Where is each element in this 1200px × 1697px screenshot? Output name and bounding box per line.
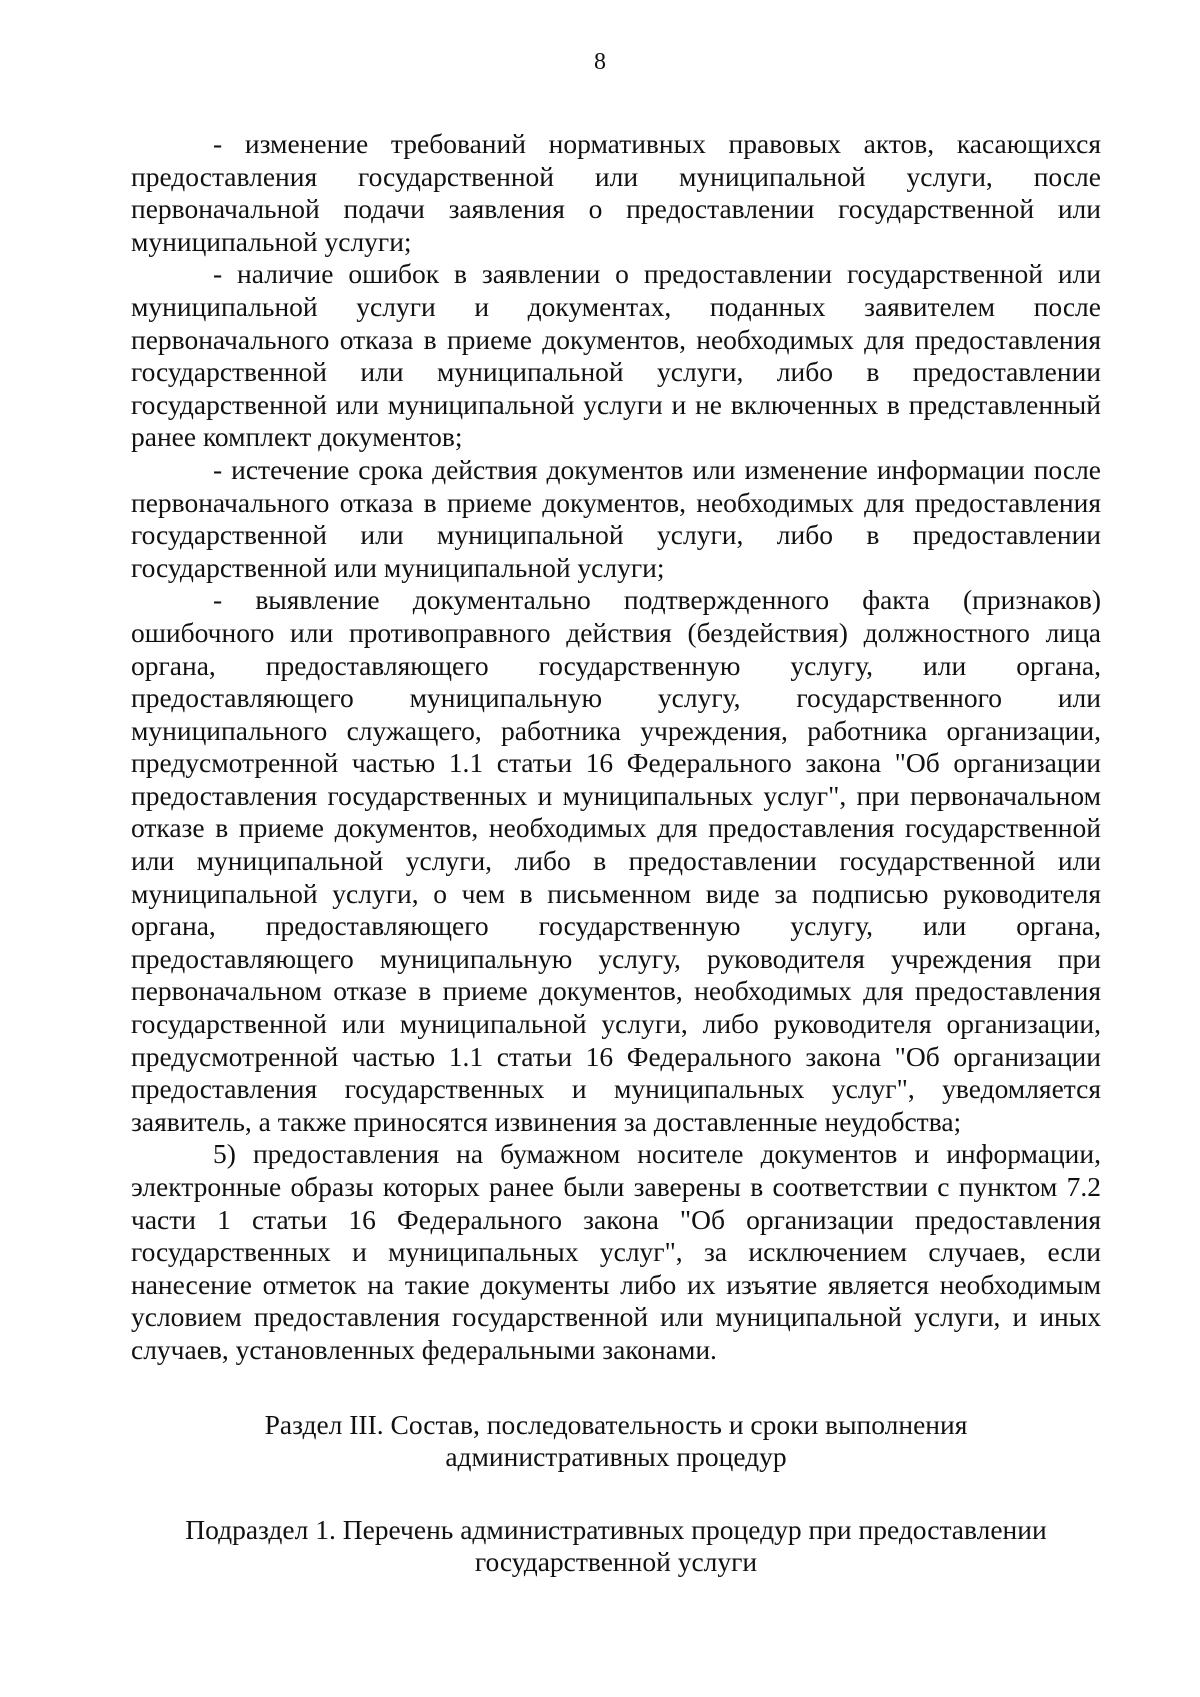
subsection-heading (131, 1514, 1101, 1579)
section-heading-line-2: административных процедур (445, 1441, 787, 1473)
subsection-heading-line-1: Подраздел 1. Перечень административных процедур при предоставлении (185, 1513, 1047, 1545)
paragraph-application-errors: - наличие ошибок в заявлении о предоставлении государственной или муниципальной услуги и документах, поданных заявителем после первоначального отказа в приеме документов, необходимых для предоставления государственной или муниципальной услуги, либо в предоставлении государственной или муниципальной услуги и не включенных в представленный ранее комплект документов; (131, 258, 1101, 453)
paragraph-requirements-change: - изменение требований нормативных правовых актов, касающихся предоставления государственной или муниципальной услуги, после первоначальной подачи заявления о предоставлении государственной или муниципальной услуги; (131, 128, 1101, 257)
subsection-heading-line-2: государственной услуги (474, 1546, 758, 1578)
paragraph-official-error: - выявление документально подтвержденного факта (признаков) ошибочного или противоправного действия (бездействия) должностного лица органа, предоставляющего государственную услугу, или органа, предоставляющего муниципальную услугу, государственного или муниципального служащего, работника учреждения, работника организации, предусмотренной частью 1.1 статьи 16 Федерального закона "Об организации предоставления государственных и муниципальных услуг", при первоначальном отказе в приеме документов, необходимых для предоставления государственной или муниципальной услуги, либо в предоставлении государственной или муниципальной услуги, о чем в письменном виде за подписью руководителя органа, предоставляющего государственную услугу, или органа, предоставляющего муниципальную услугу, руководителя учреждения при первоначальном отказе в приеме документов, необходимых для предоставления государственной или муниципальной услуги, либо руководителя организации, предусмотренной частью 1.1 статьи 16 Федерального закона "Об организации предоставления государственных и муниципальных услуг", уведомляется заявитель, а также приносятся извинения за доставленные неудобства; (131, 584, 1101, 1137)
document-body (131, 128, 1101, 1579)
section-heading (131, 1409, 1101, 1474)
paragraph-paper-documents: 5) предоставления на бумажном носителе документов и информации, электронные образы которых ранее были заверены в соответствии с пунктом 7.2 части 1 статьи 16 Федерального закона "Об организации предоставления государственных и муниципальных услуг", за исключением случаев, если нанесение отметок на такие документы либо их изъятие является необходимым условием предоставления государственной или муниципальной услуги, и иных случаев, установленных федеральными законами. (131, 1138, 1101, 1365)
section-heading-line-1: Раздел III. Состав, последовательность и сроки выполнения (264, 1408, 968, 1440)
paragraph-documents-expiry: - истечение срока действия документов или изменение информации после первоначального отказа в приеме документов, необходимых для предоставления государственной или муниципальной услуги, либо в предоставлении государственной или муниципальной услуги; (131, 453, 1101, 583)
page-number: 8 (594, 49, 606, 75)
